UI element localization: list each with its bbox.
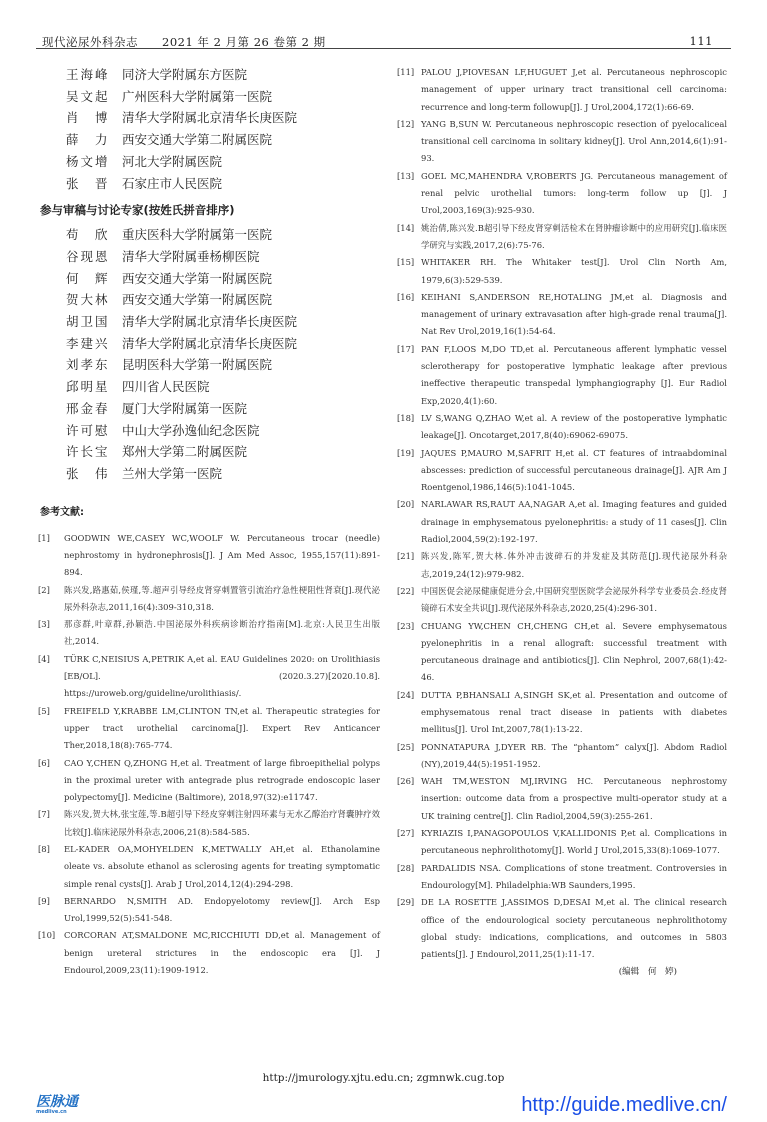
person-affiliation: 广州医科大学附属第一医院: [122, 88, 273, 104]
reference-text: BERNARDO N,SMITH AD. Endopyelotomy review[J]. Arch Esp Urol,1999,52(5):541-548.: [64, 895, 380, 924]
reference-item: [397, 220, 727, 255]
person-affiliation: 郑州大学第二附属医院: [122, 444, 248, 460]
reference-text: KYRIAZIS I,PANAGOPOULOS V,KALLIDONIS P,et al. Complications in percutaneous nephrolithotomy[J]. World J Urol,2015,33(8):1069-1077.: [421, 828, 727, 856]
reference-text: PONNATAPURA J,DYER RB. The “phantom” calyx[J]. Abdom Radiol (NY),2019,44(5):1951-1952.: [421, 741, 727, 769]
reference-item: [38, 651, 380, 703]
reference-number: [20]: [397, 499, 415, 510]
reference-number: [12]: [397, 118, 415, 129]
reference-item: [397, 496, 727, 548]
reference-item: [397, 289, 727, 341]
page-number: 111: [689, 34, 713, 48]
reference-text: GOODWIN WE,CASEY WC,WOOLF W. Percutaneous trocar (needle) nephrostomy in hydronephrosis[J]. J Am Med Assoc, 1955,157(11):891-894.: [64, 532, 380, 578]
reference-item: [397, 618, 727, 687]
reference-number: [15]: [397, 257, 415, 268]
references-right: [397, 64, 727, 963]
person-name: 苟 欣: [66, 227, 110, 243]
reference-item: [38, 582, 380, 617]
references-title: 参考文献:: [40, 506, 84, 518]
person-name: 吴文起: [66, 88, 110, 104]
reference-item: [397, 64, 727, 116]
reference-item: [397, 739, 727, 774]
person-affiliation: 西安交通大学第一附属医院: [122, 270, 273, 286]
medlive-logo: 医脉通 medlive.cn: [36, 1094, 78, 1115]
person-entry: [66, 86, 380, 108]
person-entry: [66, 64, 380, 86]
person-name: 李建兴: [66, 335, 110, 351]
person-affiliation: 石家庄市人民医院: [122, 175, 223, 191]
reference-number: [27]: [397, 828, 415, 839]
person-name: 许长宝: [66, 444, 110, 460]
reference-item: [397, 894, 727, 963]
reference-number: [2]: [38, 584, 50, 595]
reference-number: [9]: [38, 895, 50, 906]
person-name: 王海峰: [66, 67, 110, 82]
reference-text: KEIHANI S,ANDERSON RE,HOTALING JM,et al. Diagnosis and management of urinary extravasation after high-grade renal trauma[J]. Nat Rev Urol,2019,16(1):54-64.: [421, 291, 727, 337]
reference-text: TÜRK C,NEISIUS A,PETRIK A,et al. EAU Guidelines 2020: on Urolithiasis [EB/OL]. (2020.3.27)[2020.10.8]. https://uroweb.org/guideline/urolithiasis/.: [64, 653, 380, 699]
reference-text: WAH TM,WESTON MJ,IRVING HC. Percutaneous nephrostomy insertion: outcome data from a prospective multi-operator study at a UK training centre[J]. Clin Radiol,2004,59(3):255-261.: [421, 776, 727, 821]
reference-number: [1]: [38, 532, 50, 543]
person-entry: [66, 333, 380, 355]
reference-text: 姚治倩,陈兴发.B超引导下经皮肾穿刺活检术在肾肿瘤诊断中的应用研究[J].临床医学研究与实践,2017,2(6):75-76.: [421, 222, 727, 250]
person-entry: [66, 107, 380, 129]
person-name: 许可慰: [66, 422, 110, 438]
person-name: 肖 博: [66, 110, 110, 126]
reference-item: [38, 841, 380, 893]
editor-note: (编辑 何 婷): [618, 967, 677, 978]
person-affiliation: 昆明医科大学第一附属医院: [122, 357, 273, 373]
reference-number: [4]: [38, 653, 50, 664]
reviewers-title: 参与审稿与讨论专家(按姓氏拼音排序): [40, 203, 235, 218]
reference-number: [14]: [397, 222, 415, 233]
reference-text: 陈兴发,路惠茹,侯瑾,等.超声引导经皮肾穿刺置管引流治疗急性梗阻性肾衰[J].现代泌尿外科杂志,2011,16(4):309-310,318.: [64, 584, 380, 612]
person-entry: [66, 398, 380, 420]
person-entry: [66, 376, 380, 398]
reference-text: LV S,WANG Q,ZHAO W,et al. A review of the postoperative lymphatic leakage[J]. Oncotarget,2017,8(40):69062-69075.: [421, 412, 727, 441]
right-column: [397, 64, 727, 977]
reference-number: [25]: [397, 741, 415, 752]
footer-url[interactable]: http://jmurology.xjtu.edu.cn; zgmnwk.cug.top: [262, 1072, 505, 1084]
reference-text: 陈兴发,陈军,贺大林.体外冲击波碎石的并发症及其防范[J].现代泌尿外科杂志,2019,24(12):979-982.: [421, 551, 727, 579]
reference-text: NARLAWAR RS,RAUT AA,NAGAR A,et al. Imaging features and guided drainage in emphysematous pyelonephritis: a study of 11 cases[J]. Clin Radiol,2004,59(2):192-197.: [421, 499, 727, 545]
person-entry: [66, 289, 380, 311]
person-affiliation: 清华大学附属垂杨柳医院: [122, 248, 260, 264]
reference-text: EL-KADER OA,MOHYELDEN K,METWALLY AH,et al. Ethanolamine oleate vs. absolute ethanol as sclerosing agents for treating symptomatic simple renal cysts[J]. Arab J Urol,2014,12(4):294-298.: [64, 844, 380, 889]
reference-number: [29]: [397, 897, 415, 908]
person-affiliation: 清华大学附属北京清华长庚医院: [122, 335, 298, 351]
reference-text: 那彦群,叶章群,孙颖浩.中国泌尿外科疾病诊断治疗指南[M].北京:人民卫生出版社,2014.: [64, 619, 381, 647]
reference-item: [397, 168, 727, 220]
reference-number: [26]: [397, 776, 415, 787]
reference-text: CORCORAN AT,SMALDONE MC,RICCHIUTI DD,et al. Management of benign ureteral strictures in the endoscopic era [J]. J Endourol,2009,23(11):1909-1912.: [64, 930, 380, 976]
person-affiliation: 西安交通大学第一附属医院: [122, 292, 273, 308]
reference-number: [18]: [397, 412, 415, 423]
reference-number: [3]: [38, 619, 50, 630]
journal-issue: 现代泌尿外科杂志 2021 年 2 月第 26 卷第 2 期: [42, 35, 326, 49]
person-entry: [66, 246, 380, 268]
reference-number: [24]: [397, 689, 415, 700]
reference-item: [397, 825, 727, 860]
reference-number: [11]: [397, 67, 415, 77]
reviewers-list: [66, 224, 380, 484]
reference-item: [397, 254, 727, 289]
reference-number: [21]: [397, 551, 415, 562]
person-name: 张 晋: [66, 175, 110, 191]
person-affiliation: 兰州大学第一医院: [122, 465, 223, 481]
reference-item: [38, 893, 380, 928]
person-affiliation: 四川省人民医院: [122, 379, 210, 395]
person-affiliation: 清华大学附属北京清华长庚医院: [122, 314, 298, 330]
reference-text: DE LA ROSETTE J,ASSIMOS D,DESAI M,et al. The clinical research office of the endourological society percutaneous nephrolithotomy global study: indications, complications, and outcomes in 5803 patients[J]. J Endourol,2011,25(1):11-17.: [421, 897, 727, 960]
reference-number: [5]: [38, 705, 50, 716]
reference-item: [397, 860, 727, 895]
person-name: 何 辉: [66, 270, 110, 286]
reference-text: PALOU J,PIOVESAN LF,HUGUET J,et al. Percutaneous nephroscopic management of upper urinary tract transitional cell carcinoma: recurrence and long-term followup[J]. J Urol,2004,172(1):66-69.: [421, 67, 727, 112]
person-entry: [66, 441, 380, 463]
reference-number: [19]: [397, 447, 415, 458]
person-affiliation: 清华大学附属北京清华长庚医院: [122, 110, 298, 126]
reference-text: YANG B,SUN W. Percutaneous nephroscopic resection of pyelocaliceal transitional cell carcinoma in solitary kidney[J]. Urol Ann,2014,6(1):91-93.: [421, 118, 727, 164]
references-left: [40, 530, 380, 980]
person-name: 邱明星: [66, 379, 110, 395]
reference-text: 陈兴发,贺大林,张宝莲,等.B超引导下经皮穿刺注射四环素与无水乙醇治疗肾囊肿疗效比较[J].临床泌尿外科杂志,2006,21(8):584-585.: [64, 809, 380, 837]
reference-number: [10]: [38, 930, 56, 941]
reference-number: [28]: [397, 862, 415, 873]
person-affiliation: 同济大学附属东方医院: [122, 67, 248, 82]
reference-text: WHITAKER RH. The Whitaker test[J]. Urol Clin North Am, 1979,6(3):529-539.: [421, 257, 727, 285]
person-affiliation: 重庆医科大学附属第一医院: [122, 227, 273, 243]
person-affiliation: 中山大学孙逸仙纪念医院: [122, 422, 260, 438]
person-name: 刘孝东: [66, 357, 110, 373]
reference-item: [397, 341, 727, 410]
reference-item: [397, 548, 727, 583]
reference-number: [17]: [397, 343, 415, 354]
reference-item: [38, 530, 380, 582]
person-name: 杨文增: [66, 153, 110, 169]
reference-text: CHUANG YW,CHEN CH,CHENG CH,et al. Severe emphysematous pyelonephritis in a renal allograft: successful treatment with percutaneous drainage and antibiotics[J]. Clin Nephrol, 2007,68(1):42-46.: [421, 620, 727, 683]
watermark-link[interactable]: http://guide.medlive.cn/: [521, 1094, 727, 1116]
person-entry: [66, 311, 380, 333]
reference-item: [397, 410, 727, 445]
reference-item: [38, 703, 380, 755]
reference-text: GOEL MC,MAHENDRA V,ROBERTS JG. Percutaneous management of renal pelvic urothelial tumors: long-term follow up [J]. J Urol,2003,169(3):925-930.: [421, 170, 727, 216]
person-entry: [66, 268, 380, 290]
reference-item: [397, 687, 727, 739]
reference-item: [38, 616, 380, 651]
person-entry: [66, 354, 380, 376]
reference-item: [397, 773, 727, 825]
reference-item: [38, 806, 380, 841]
left-column: [40, 64, 380, 979]
person-entry: [66, 420, 380, 442]
person-entry: [66, 173, 380, 195]
person-affiliation: 西安交通大学第二附属医院: [122, 132, 273, 148]
person-name: 邢金春: [66, 400, 110, 416]
reference-number: [22]: [397, 585, 415, 596]
reference-item: [397, 445, 727, 497]
person-name: 薛 力: [66, 132, 110, 148]
reference-text: 中国医促会泌尿健康促进分会,中国研究型医院学会泌尿外科学专业委员会.经皮肾镜碎石术安全共识[J].现代泌尿外科杂志,2020,25(4):296-301.: [421, 585, 727, 614]
person-entry: [66, 224, 380, 246]
person-affiliation: 厦门大学附属第一医院: [122, 400, 248, 416]
reference-item: [397, 116, 727, 168]
person-name: 谷现恩: [66, 248, 110, 264]
reference-number: [13]: [397, 170, 415, 181]
reference-item: [38, 755, 380, 807]
reference-text: DUTTA P,BHANSALI A,SINGH SK,et al. Presentation and outcome of emphysematous renal tract disease in patients with diabetes mellitus[J]. Urol Int,2007,78(1):13-22.: [421, 689, 727, 735]
person-name: 贺大林: [66, 292, 110, 308]
person-name: 张 伟: [66, 465, 110, 481]
reference-number: [8]: [38, 844, 50, 854]
person-affiliation: 河北大学附属医院: [122, 153, 223, 169]
reference-number: [23]: [397, 620, 415, 631]
person-entry: [66, 129, 380, 151]
reference-text: FREIFELD Y,KRABBE LM,CLINTON TN,et al. Therapeutic strategies for upper tract urothelial carcinoma[J]. Expert Rev Anticancer Ther,2018,18(8):765-774.: [64, 705, 380, 751]
page-header: [36, 30, 731, 49]
reference-number: [6]: [38, 757, 50, 768]
reference-text: JAQUES P,MAURO M,SAFRIT H,et al. CT features of intraabdominal abscesses: prediction of successful percutaneous drainage[J]. AJR Am J Roentgenol,1986,146(5):1041-1045.: [421, 447, 727, 493]
person-name: 胡卫国: [66, 314, 110, 330]
person-entry: [66, 151, 380, 173]
reference-text: PARDALIDIS NSA. Complications of stone treatment. Controversies in Endourology[M]. Philadelphia:WB Saunders,1995.: [421, 862, 727, 890]
reference-text: PAN F,LOOS M,DO TD,et al. Percutaneous afferent lymphatic vessel sclerotherapy for postoperative lymphatic leakage after previous ineffective therapeutic transpedal lymphangiography [J]. Eur Radiol Exp,2020,4(1):60.: [421, 343, 727, 406]
reference-number: [7]: [38, 809, 50, 820]
reference-item: [397, 583, 727, 618]
reference-number: [16]: [397, 291, 415, 302]
reference-text: CAO Y,CHEN Q,ZHONG H,et al. Treatment of large fibroepithelial polyps in the proximal ureter with antegrade plus retrograde endoscopic laser polypectomy[J]. Medicine (Baltimore), 2018,97(32):e11747.: [64, 757, 380, 803]
person-entry: [66, 463, 380, 485]
reference-item: [38, 927, 380, 979]
committee-list: [66, 64, 380, 194]
